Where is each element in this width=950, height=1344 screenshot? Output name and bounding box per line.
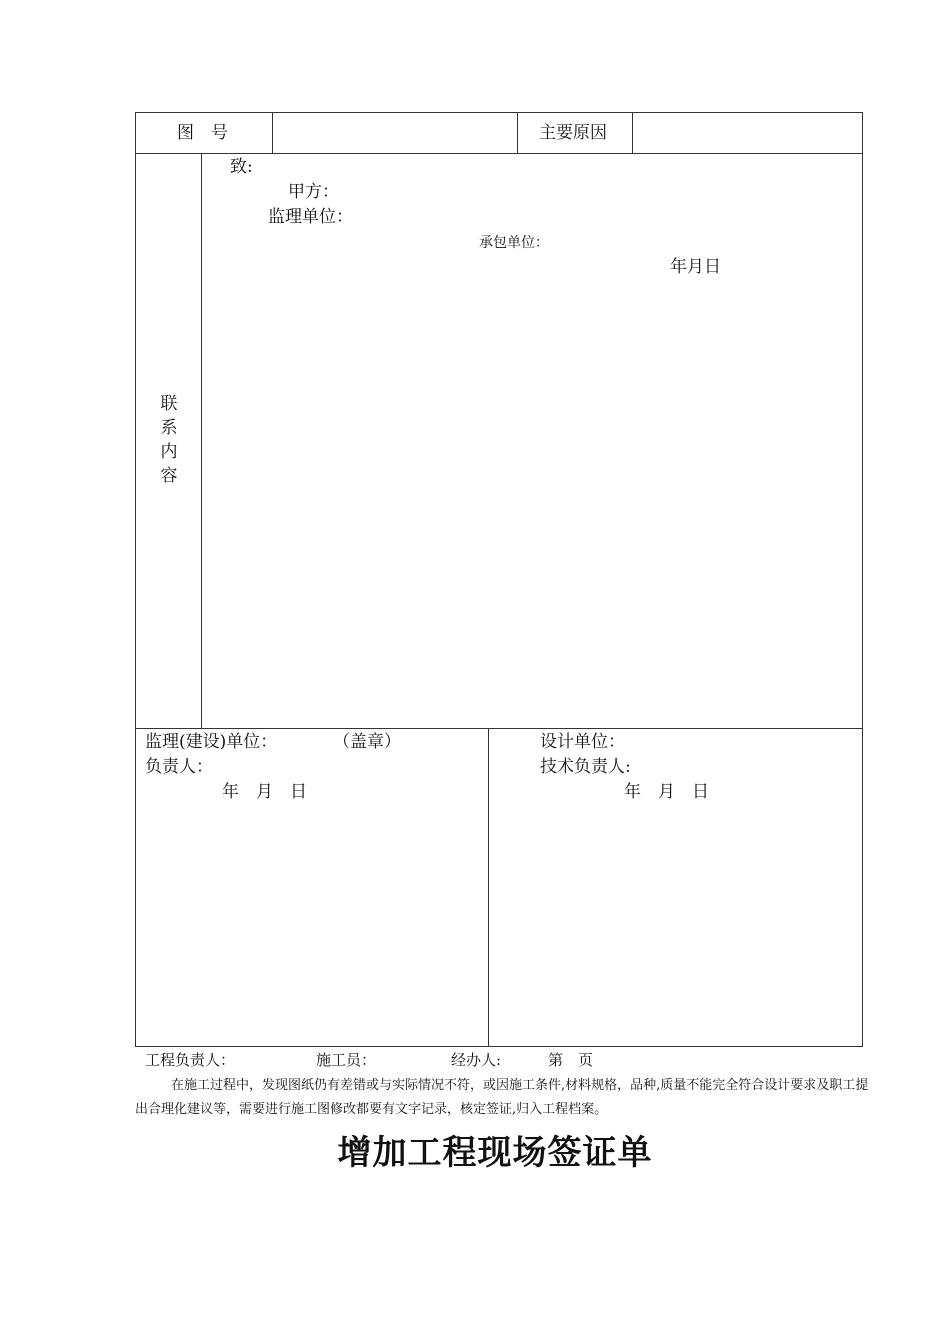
project-lead-label: 工程负责人：	[145, 1051, 236, 1069]
header-col-divider-2	[517, 112, 518, 153]
to-label: 致:	[230, 157, 253, 177]
party-a-label: 甲方：	[288, 182, 339, 202]
design-unit-label: 设计单位：	[540, 732, 625, 752]
contact-content-side-label: 联系内容	[160, 394, 178, 486]
constructor-label: 施工员：	[316, 1051, 377, 1069]
page-number-label: 第 页	[548, 1051, 594, 1069]
signoff-col-divider	[488, 728, 489, 1047]
contractor-unit-label: 承包单位：	[479, 235, 549, 251]
header-row-divider	[135, 153, 863, 154]
left-person-label: 负责人：	[145, 757, 213, 777]
seal-label: （盖章）	[333, 732, 401, 752]
supervision-unit-label: 监理(建设)单位：	[145, 732, 278, 752]
right-date-label: 年 月 日	[624, 782, 709, 802]
instruction-note: 在施工过程中，发现图纸仍有差错或与实际情况不符，或因施工条件,材料规格，品种,质量不能完全符合设计要求及职工提出合理化建议等，需要进行施工图修改都要有文字记录，核定签证,归入工程档案。	[135, 1078, 869, 1117]
contact-side-divider	[201, 153, 202, 728]
header-col-divider-1	[272, 112, 273, 153]
document-title: 增加工程现场签证单	[337, 1133, 653, 1173]
contact-bottom-divider	[135, 728, 863, 729]
main-reason-field[interactable]	[640, 123, 855, 143]
left-date-label: 年 月 日	[222, 782, 307, 802]
supervisor-unit-label: 监理单位：	[268, 207, 353, 227]
drawing-number-label: 图 号	[177, 123, 228, 143]
handler-label: 经办人:	[451, 1051, 502, 1069]
technical-lead-label: 技术负责人:	[540, 757, 631, 777]
contact-date-label: 年月日	[670, 257, 721, 277]
drawing-number-field[interactable]	[280, 123, 510, 143]
main-reason-label: 主要原因	[539, 123, 607, 143]
header-col-divider-3	[632, 112, 633, 153]
